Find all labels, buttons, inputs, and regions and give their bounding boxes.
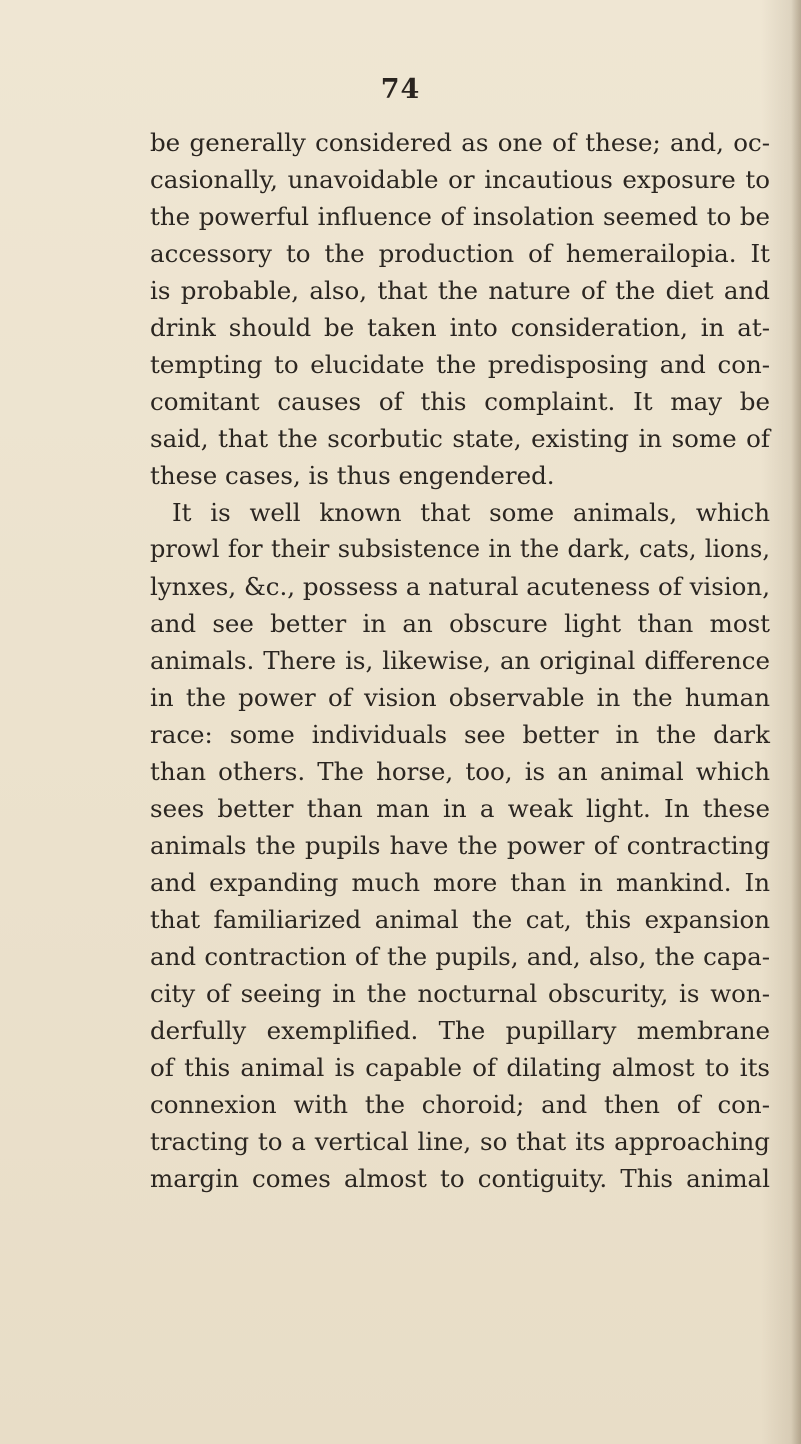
text-line: that familiarized animal the cat, this expansion [150, 905, 770, 934]
text-line: race: some individuals see better in the dark [150, 720, 770, 749]
text-line: derfully exemplified. The pupillary membrane [150, 1016, 770, 1045]
text-line: connexion with the choroid; and then of con- [150, 1090, 770, 1119]
text-line: in the power of vision observable in the human [150, 683, 770, 712]
body-text [150, 124, 770, 1197]
text-line: and see better in an obscure light than most [150, 609, 770, 638]
page-number: 74 [380, 74, 421, 105]
text-line: be generally considered as one of these; and, oc- [150, 128, 770, 157]
text-line: animals the pupils have the power of contracting [150, 831, 770, 860]
text-line: casionally, unavoidable or incautious exposure to [150, 165, 770, 194]
page-edge-shadow [791, 0, 801, 1444]
text-line: than others. The horse, too, is an animal which [150, 757, 770, 786]
text-line: sees better than man in a weak light. In these [150, 794, 770, 823]
text-line: comitant causes of this complaint. It may be [150, 387, 770, 416]
text-line: tempting to elucidate the predisposing and con- [150, 350, 770, 379]
text-line: drink should be taken into consideration, in at- [150, 313, 770, 342]
text-line: lynxes, &c., possess a natural acuteness of vision, [150, 572, 770, 601]
text-line: said, that the scorbutic state, existing in some of [150, 424, 770, 453]
text-line: and expanding much more than in mankind. In [150, 868, 770, 897]
text-line: tracting to a vertical line, so that its approaching [150, 1127, 770, 1156]
text-line: margin comes almost to contiguity. This animal [150, 1164, 770, 1193]
text-line: of this animal is capable of dilating almost to its [150, 1053, 770, 1082]
text-line: city of seeing in the nocturnal obscurity, is won- [150, 979, 770, 1008]
text-line: prowl for their subsistence in the dark, cats, lions, [150, 535, 770, 563]
text-line: and contraction of the pupils, and, also, the capa- [150, 942, 770, 971]
text-line: animals. There is, likewise, an original difference [150, 646, 770, 675]
text-line: is probable, also, that the nature of the diet and [150, 276, 770, 305]
text-line: the powerful influence of insolation seemed to be [150, 202, 770, 231]
text-line: It is well known that some animals, which [172, 498, 770, 527]
text-line: these cases, is thus engendered. [150, 461, 555, 490]
text-line: accessory to the production of hemerailopia. It [150, 239, 770, 268]
